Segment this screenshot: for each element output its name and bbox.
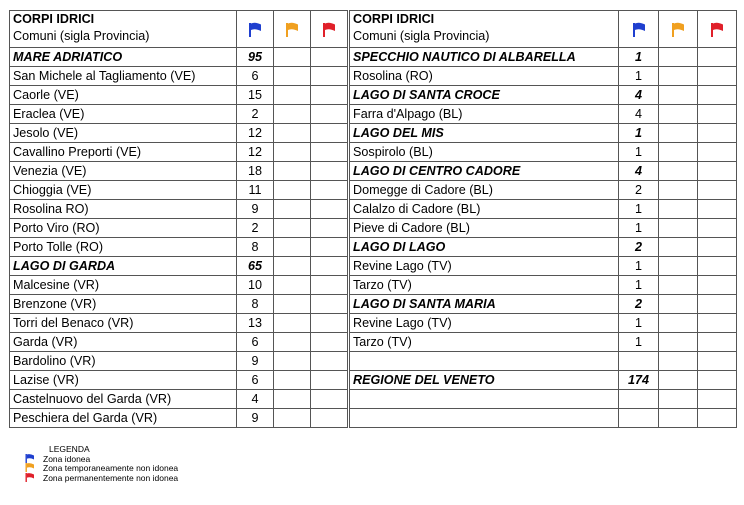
red-flag-icon bbox=[698, 11, 737, 48]
empty-cell bbox=[698, 67, 737, 86]
orange-flag-icon bbox=[274, 11, 311, 48]
row-count: 12 bbox=[237, 143, 274, 162]
table-row bbox=[10, 219, 348, 238]
empty-cell bbox=[274, 238, 311, 257]
section-row bbox=[350, 371, 737, 390]
empty-cell bbox=[698, 200, 737, 219]
row-name: Chioggia (VE) bbox=[10, 181, 237, 200]
row-name: Calalzo di Cadore (BL) bbox=[350, 200, 619, 219]
empty-cell bbox=[698, 371, 737, 390]
section-row bbox=[350, 124, 737, 143]
row-count: 1 bbox=[619, 67, 659, 86]
empty-cell bbox=[698, 219, 737, 238]
row-name: San Michele al Tagliamento (VE) bbox=[10, 67, 237, 86]
row-count: 65 bbox=[237, 257, 274, 276]
empty-cell bbox=[274, 276, 311, 295]
section-row bbox=[350, 86, 737, 105]
empty-cell bbox=[311, 314, 348, 333]
row-name: Sospirolo (BL) bbox=[350, 143, 619, 162]
row-count: 174 bbox=[619, 371, 659, 390]
empty-cell bbox=[659, 219, 698, 238]
table-row bbox=[350, 143, 737, 162]
row-count bbox=[619, 352, 659, 371]
empty-cell bbox=[698, 257, 737, 276]
table-row bbox=[350, 390, 737, 409]
section-row bbox=[350, 295, 737, 314]
empty-cell bbox=[311, 333, 348, 352]
empty-cell bbox=[311, 200, 348, 219]
empty-cell bbox=[274, 162, 311, 181]
red-flag-icon bbox=[25, 473, 39, 485]
section-row bbox=[350, 162, 737, 181]
row-count: 1 bbox=[619, 219, 659, 238]
empty-cell bbox=[698, 333, 737, 352]
empty-cell bbox=[659, 314, 698, 333]
row-name bbox=[350, 390, 619, 409]
section-row bbox=[10, 48, 348, 67]
empty-cell bbox=[274, 124, 311, 143]
empty-cell bbox=[698, 48, 737, 67]
row-name: Revine Lago (TV) bbox=[350, 314, 619, 333]
row-count: 13 bbox=[237, 314, 274, 333]
table-row bbox=[10, 409, 348, 428]
empty-cell bbox=[311, 295, 348, 314]
row-count: 10 bbox=[237, 276, 274, 295]
table-row bbox=[10, 314, 348, 333]
row-name: Tarzo (TV) bbox=[350, 276, 619, 295]
table-row bbox=[10, 105, 348, 124]
table-row bbox=[10, 390, 348, 409]
row-name bbox=[350, 352, 619, 371]
table-row bbox=[10, 181, 348, 200]
empty-cell bbox=[659, 409, 698, 428]
right-table bbox=[349, 10, 737, 428]
row-count: 8 bbox=[237, 238, 274, 257]
empty-cell bbox=[659, 295, 698, 314]
table-row bbox=[350, 352, 737, 371]
header-subtitle: Comuni (sigla Provincia) bbox=[13, 29, 150, 43]
empty-cell bbox=[311, 162, 348, 181]
empty-cell bbox=[311, 105, 348, 124]
empty-cell bbox=[274, 257, 311, 276]
row-count: 4 bbox=[619, 105, 659, 124]
row-count bbox=[619, 409, 659, 428]
empty-cell bbox=[274, 86, 311, 105]
row-count: 2 bbox=[237, 105, 274, 124]
row-name: Eraclea (VE) bbox=[10, 105, 237, 124]
legend-label: Zona idonea bbox=[43, 453, 91, 464]
empty-cell bbox=[659, 371, 698, 390]
legend-item-permanente bbox=[25, 474, 178, 484]
row-count: 4 bbox=[619, 162, 659, 181]
legend bbox=[25, 445, 178, 483]
empty-cell bbox=[311, 276, 348, 295]
empty-cell bbox=[274, 390, 311, 409]
row-count: 1 bbox=[619, 276, 659, 295]
row-name: Jesolo (VE) bbox=[10, 124, 237, 143]
empty-cell bbox=[274, 295, 311, 314]
table-row bbox=[350, 200, 737, 219]
row-name: Revine Lago (TV) bbox=[350, 257, 619, 276]
section-row bbox=[350, 48, 737, 67]
row-count: 6 bbox=[237, 371, 274, 390]
empty-cell bbox=[274, 200, 311, 219]
header-row bbox=[10, 11, 348, 48]
row-name: Domegge di Cadore (BL) bbox=[350, 181, 619, 200]
row-count bbox=[619, 390, 659, 409]
row-name: LAGO DI CENTRO CADORE bbox=[350, 162, 619, 181]
table-row bbox=[10, 276, 348, 295]
row-name: Tarzo (TV) bbox=[350, 333, 619, 352]
table-row bbox=[350, 105, 737, 124]
row-name: LAGO DI SANTA CROCE bbox=[350, 86, 619, 105]
empty-cell bbox=[311, 67, 348, 86]
empty-cell bbox=[274, 67, 311, 86]
blue-flag-icon bbox=[619, 11, 659, 48]
empty-cell bbox=[659, 333, 698, 352]
row-name: Rosolina RO) bbox=[10, 200, 237, 219]
header-title: CORPI IDRICI bbox=[353, 12, 435, 26]
row-count: 9 bbox=[237, 200, 274, 219]
row-count: 6 bbox=[237, 67, 274, 86]
empty-cell bbox=[659, 48, 698, 67]
empty-cell bbox=[659, 105, 698, 124]
row-name bbox=[350, 409, 619, 428]
row-name: Caorle (VE) bbox=[10, 86, 237, 105]
empty-cell bbox=[698, 276, 737, 295]
empty-cell bbox=[311, 181, 348, 200]
empty-cell bbox=[698, 105, 737, 124]
empty-cell bbox=[659, 352, 698, 371]
table-row bbox=[10, 295, 348, 314]
row-name: Cavallino Preporti (VE) bbox=[10, 143, 237, 162]
header-row bbox=[350, 11, 737, 48]
row-count: 1 bbox=[619, 333, 659, 352]
empty-cell bbox=[311, 143, 348, 162]
row-name: Malcesine (VR) bbox=[10, 276, 237, 295]
empty-cell bbox=[274, 48, 311, 67]
empty-cell bbox=[659, 143, 698, 162]
empty-cell bbox=[659, 86, 698, 105]
empty-cell bbox=[274, 333, 311, 352]
empty-cell bbox=[659, 181, 698, 200]
table-row bbox=[350, 409, 737, 428]
row-count: 9 bbox=[237, 409, 274, 428]
empty-cell bbox=[311, 86, 348, 105]
header-subtitle: Comuni (sigla Provincia) bbox=[353, 29, 490, 43]
legend-label: Zona temporaneamente non idonea bbox=[43, 463, 179, 474]
table-row bbox=[10, 352, 348, 371]
table-row bbox=[350, 314, 737, 333]
row-count: 1 bbox=[619, 48, 659, 67]
table-row bbox=[10, 124, 348, 143]
blue-flag-icon bbox=[237, 11, 274, 48]
empty-cell bbox=[311, 48, 348, 67]
row-name: Brenzone (VR) bbox=[10, 295, 237, 314]
row-count: 1 bbox=[619, 200, 659, 219]
empty-cell bbox=[659, 257, 698, 276]
empty-cell bbox=[698, 162, 737, 181]
table-row bbox=[350, 276, 737, 295]
left-table bbox=[9, 10, 348, 428]
empty-cell bbox=[698, 295, 737, 314]
row-count: 9 bbox=[237, 352, 274, 371]
empty-cell bbox=[698, 390, 737, 409]
table-row bbox=[10, 200, 348, 219]
header-cell bbox=[350, 11, 619, 48]
row-name: Porto Tolle (RO) bbox=[10, 238, 237, 257]
empty-cell bbox=[659, 276, 698, 295]
table-row bbox=[10, 143, 348, 162]
row-name: Farra d'Alpago (BL) bbox=[350, 105, 619, 124]
row-count: 2 bbox=[619, 295, 659, 314]
row-count: 1 bbox=[619, 124, 659, 143]
empty-cell bbox=[311, 238, 348, 257]
empty-cell bbox=[274, 143, 311, 162]
empty-cell bbox=[698, 314, 737, 333]
empty-cell bbox=[311, 124, 348, 143]
row-count: 1 bbox=[619, 314, 659, 333]
empty-cell bbox=[274, 105, 311, 124]
legend-title: LEGENDA bbox=[49, 444, 90, 454]
empty-cell bbox=[698, 238, 737, 257]
row-count: 2 bbox=[237, 219, 274, 238]
orange-flag-icon bbox=[659, 11, 698, 48]
red-flag-icon bbox=[311, 11, 348, 48]
empty-cell bbox=[698, 124, 737, 143]
empty-cell bbox=[659, 390, 698, 409]
empty-cell bbox=[659, 162, 698, 181]
section-row bbox=[350, 238, 737, 257]
row-name: Porto Viro (RO) bbox=[10, 219, 237, 238]
empty-cell bbox=[311, 219, 348, 238]
table-row bbox=[350, 257, 737, 276]
empty-cell bbox=[274, 409, 311, 428]
empty-cell bbox=[659, 200, 698, 219]
row-name: LAGO DEL MIS bbox=[350, 124, 619, 143]
empty-cell bbox=[698, 143, 737, 162]
empty-cell bbox=[311, 371, 348, 390]
table-row bbox=[10, 238, 348, 257]
row-count: 6 bbox=[237, 333, 274, 352]
section-row bbox=[10, 257, 348, 276]
row-count: 1 bbox=[619, 257, 659, 276]
row-name: Lazise (VR) bbox=[10, 371, 237, 390]
row-name: LAGO DI GARDA bbox=[10, 257, 237, 276]
row-name: REGIONE DEL VENETO bbox=[350, 371, 619, 390]
empty-cell bbox=[274, 314, 311, 333]
empty-cell bbox=[311, 390, 348, 409]
row-count: 2 bbox=[619, 181, 659, 200]
row-count: 15 bbox=[237, 86, 274, 105]
empty-cell bbox=[659, 238, 698, 257]
row-count: 18 bbox=[237, 162, 274, 181]
table-row bbox=[350, 333, 737, 352]
empty-cell bbox=[274, 352, 311, 371]
empty-cell bbox=[659, 67, 698, 86]
row-name: Peschiera del Garda (VR) bbox=[10, 409, 237, 428]
row-count: 12 bbox=[237, 124, 274, 143]
row-name: Venezia (VE) bbox=[10, 162, 237, 181]
table-row bbox=[10, 333, 348, 352]
row-count: 4 bbox=[237, 390, 274, 409]
row-name: LAGO DI SANTA MARIA bbox=[350, 295, 619, 314]
row-name: Rosolina (RO) bbox=[350, 67, 619, 86]
empty-cell bbox=[698, 352, 737, 371]
table-row bbox=[10, 162, 348, 181]
empty-cell bbox=[311, 409, 348, 428]
empty-cell bbox=[274, 371, 311, 390]
header-title: CORPI IDRICI bbox=[13, 12, 95, 26]
table-row bbox=[350, 67, 737, 86]
empty-cell bbox=[698, 181, 737, 200]
legend-label: Zona permanentemente non idonea bbox=[43, 472, 179, 483]
empty-cell bbox=[311, 257, 348, 276]
empty-cell bbox=[698, 86, 737, 105]
row-count: 95 bbox=[237, 48, 274, 67]
row-name: Castelnuovo del Garda (VR) bbox=[10, 390, 237, 409]
empty-cell bbox=[659, 124, 698, 143]
row-name: LAGO DI LAGO bbox=[350, 238, 619, 257]
row-count: 2 bbox=[619, 238, 659, 257]
row-name: Torri del Benaco (VR) bbox=[10, 314, 237, 333]
row-name: MARE ADRIATICO bbox=[10, 48, 237, 67]
empty-cell bbox=[274, 181, 311, 200]
empty-cell bbox=[698, 409, 737, 428]
row-name: SPECCHIO NAUTICO DI ALBARELLA bbox=[350, 48, 619, 67]
table-row bbox=[350, 219, 737, 238]
table-row bbox=[10, 86, 348, 105]
row-name: Garda (VR) bbox=[10, 333, 237, 352]
row-count: 8 bbox=[237, 295, 274, 314]
row-count: 1 bbox=[619, 143, 659, 162]
table-row bbox=[10, 67, 348, 86]
empty-cell bbox=[274, 219, 311, 238]
row-name: Bardolino (VR) bbox=[10, 352, 237, 371]
header-cell bbox=[10, 11, 237, 48]
row-name: Pieve di Cadore (BL) bbox=[350, 219, 619, 238]
empty-cell bbox=[311, 352, 348, 371]
table-row bbox=[350, 181, 737, 200]
table-row bbox=[10, 371, 348, 390]
row-count: 4 bbox=[619, 86, 659, 105]
row-count: 11 bbox=[237, 181, 274, 200]
